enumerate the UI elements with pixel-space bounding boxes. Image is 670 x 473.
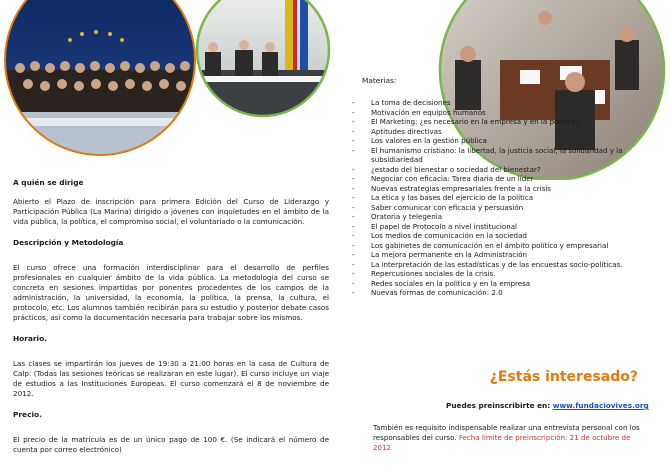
materia-item: - La interpretación de las estadísticas y de las encuestas socio-políticas. [352,260,652,270]
left-column [13,178,329,455]
materia-item: - El humanismo cristiano: la libertad, la justicia social, la solidaridad y la subsidiariedad [352,146,652,165]
materia-item: - Redes sociales en la política y en la empresa [352,279,652,289]
materia-item: - Los gabinetes de comunicación en el ámbito político y empresarial [352,241,652,251]
heading-metodologia: Descripción y Metodología [13,238,124,247]
text-horario: Las clases se impartirán los jueves de 19:30 a 21:00 horas en la casa de Cultura de Calp. (Todas las sesiones teóricas se realizaran en este lugar). El curso incluye un viaje de estudios a las Instituciones Europeas. El curso comenzará el 8 de noviembre de 2012. [13,359,329,398]
materia-item: - ¿estado del bienestar o sociedad del bienestar? [352,165,652,175]
materia-item: - Repercusiones sociales de la crisis. [352,269,652,279]
materia-item: - La mejora permanente en la Administración [352,250,652,260]
note-text: También es requisito indispensable realizar una entrevista personal con los responsables del curso. [373,423,640,442]
text-precio: El precio de la matrícula es de un único pago de 100 €. (Se indicará el número de cuenta por correo electrónico) [13,435,329,454]
preinscripcion-text: Puedes preinscribirte en: [446,401,551,410]
materias-list [352,98,652,298]
materia-item: - Los medios de comunicación en la sociedad [352,231,652,241]
group-photo [0,0,200,180]
heading-horario: Horario. [13,334,47,343]
interview-note [373,423,645,453]
cta-heading: ¿Estás interesado? [489,369,638,385]
materias-title: Materias: [362,76,397,85]
materia-item: - Negociar con eficacia: Tarea diaria de un líder [352,174,652,184]
materia-item: - Motivación en equipos humanos [352,108,652,118]
materia-item: - Saber comunicar con eficacia y persuasión [352,203,652,213]
materia-item: - Aptitudes directivas [352,127,652,137]
deadline-text: Fecha límite de preinscripción: 21 de octubre de 2012 [373,433,631,452]
materia-item: - El papel de Protocolo a nivel institucional [352,222,652,232]
preinscripcion-line [446,401,649,410]
heading-precio: Precio. [13,410,42,419]
text-metodologia: El curso ofrece una formación interdisciplinar para el desarrollo de perfiles profesionales en cualquier ámbito de la vida pública. La metodología del curso se concreta en sesiones impartidas por ponentes procedentes de los campos de la administración, la universidad, la economía, la política, la prensa, la cultura, el protocolo, etc. Los alumnos también recibirán para su estudio y posterior debate casos prácticos, así como la documentación necesaria para trabajar sobre los mismos. [13,263,329,322]
materia-item: - El Marketing: ¿es necesario en la empresa y en la política? [352,117,652,127]
website-link[interactable]: www.fundaciovives.org [552,401,649,410]
materia-item: - Oratoria y telegenia [352,212,652,222]
materia-item: - Nuevas estrategias empresariales frente a la crisis [352,184,652,194]
materia-item: - La ética y las bases del ejercicio de la política [352,193,652,203]
materia-item: - Nuevas formas de comunicación: 2.0 [352,288,652,298]
materia-item: - Los valores en la gestión pública [352,136,652,146]
heading-quien: A quién se dirige [13,178,84,187]
panel-photo [190,0,340,120]
materia-item: - La toma de decisiones [352,98,652,108]
text-quien: Abierto el Plazo de inscripción para primera Edición del Curso de Liderazgo y Participación Pública (La Marina) dirigido a jóvenes con inquietudes en el ámbito de la vida pública, la política, el compromiso social, el voluntariado o la comunicación. [13,197,329,226]
